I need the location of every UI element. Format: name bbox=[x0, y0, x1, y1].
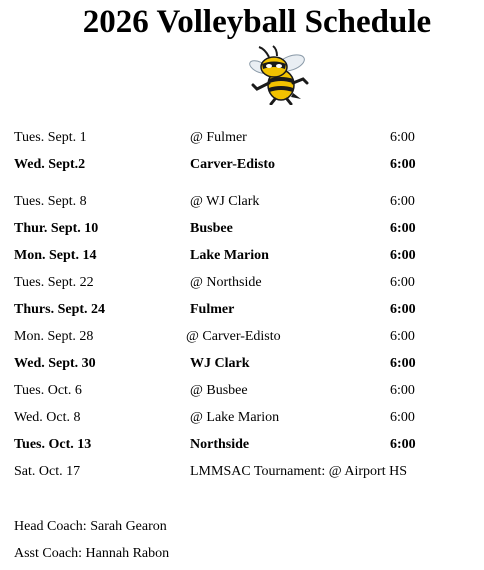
game-time: 6:00 bbox=[390, 302, 416, 317]
game-date: Tues. Oct. 13 bbox=[14, 437, 92, 452]
game-date: Tues. Sept. 22 bbox=[14, 275, 94, 290]
game-opponent: @ Northside bbox=[190, 275, 262, 290]
schedule-row bbox=[0, 219, 484, 239]
yellow-jacket-mascot-icon bbox=[247, 45, 311, 105]
game-opponent: WJ Clark bbox=[190, 356, 250, 371]
schedule-row bbox=[0, 435, 484, 455]
game-date: Thurs. Sept. 24 bbox=[14, 302, 106, 317]
game-time: 6:00 bbox=[390, 383, 415, 398]
game-opponent: @ Carver-Edisto bbox=[186, 329, 281, 344]
game-time: 6:00 bbox=[390, 248, 416, 263]
head-coach: Head Coach: Sarah Gearon bbox=[14, 519, 167, 534]
game-opponent: @ Busbee bbox=[190, 383, 248, 398]
game-date: Wed. Sept. 30 bbox=[14, 356, 96, 371]
schedule-row bbox=[0, 192, 484, 212]
game-opponent: Busbee bbox=[190, 221, 233, 236]
schedule-title: 2026 Volleyball Schedule bbox=[82, 4, 432, 40]
game-time: 6:00 bbox=[390, 194, 415, 209]
game-opponent: Fulmer bbox=[190, 302, 235, 317]
game-date: Thur. Sept. 10 bbox=[14, 221, 99, 236]
game-date: Tues. Sept. 1 bbox=[14, 130, 87, 145]
schedule-row bbox=[0, 354, 484, 374]
game-opponent: Carver-Edisto bbox=[190, 157, 276, 172]
game-opponent: @ WJ Clark bbox=[190, 194, 260, 209]
schedule-row bbox=[0, 273, 484, 293]
game-time: 6:00 bbox=[390, 437, 416, 452]
game-time: 6:00 bbox=[390, 329, 415, 344]
game-date: Mon. Sept. 28 bbox=[14, 329, 94, 344]
game-opponent: Northside bbox=[190, 437, 250, 452]
game-date: Wed. Oct. 8 bbox=[14, 410, 81, 425]
game-date: Mon. Sept. 14 bbox=[14, 248, 97, 263]
game-time: 6:00 bbox=[390, 356, 416, 371]
game-time: 6:00 bbox=[390, 275, 415, 290]
game-date: Tues. Oct. 6 bbox=[14, 383, 82, 398]
game-opponent: @ Lake Marion bbox=[190, 410, 280, 425]
schedule-row bbox=[0, 246, 484, 266]
schedule-row bbox=[0, 327, 484, 347]
schedule-row bbox=[0, 408, 484, 428]
game-date: Wed. Sept.2 bbox=[14, 157, 86, 172]
game-date: Sat. Oct. 17 bbox=[14, 464, 81, 479]
game-time: 6:00 bbox=[390, 157, 416, 172]
schedule-row bbox=[0, 128, 484, 148]
game-opponent: LMMSAC Tournament: @ Airport HS bbox=[190, 464, 407, 479]
game-time: 6:00 bbox=[390, 221, 416, 236]
game-opponent: Lake Marion bbox=[190, 248, 269, 263]
game-opponent: @ Fulmer bbox=[190, 130, 247, 145]
schedule-row bbox=[0, 381, 484, 401]
game-time: 6:00 bbox=[390, 410, 415, 425]
schedule-row bbox=[0, 462, 484, 482]
schedule-row bbox=[0, 155, 484, 175]
schedule-row bbox=[0, 300, 484, 320]
game-time: 6:00 bbox=[390, 130, 415, 145]
game-date: Tues. Sept. 8 bbox=[14, 194, 87, 209]
assistant-coach: Asst Coach: Hannah Rabon bbox=[14, 546, 170, 561]
